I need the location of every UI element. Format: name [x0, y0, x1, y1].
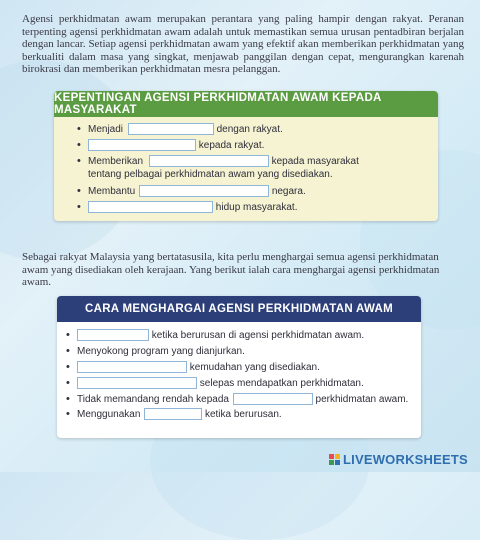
- list-item: [88, 155, 359, 181]
- item-text: ketika berurusan.: [204, 409, 282, 421]
- importance-title: KEPENTINGAN AGENSI PERKHIDMATAN AWAM KEPADA MASYARAKAT: [54, 91, 438, 117]
- logo-text: LIVEWORKSHEETS: [343, 452, 468, 467]
- liveworksheets-logo: [329, 452, 468, 467]
- item-text: Memberikan: [88, 156, 144, 168]
- logo-squares-icon: [329, 454, 340, 465]
- list-item: [77, 345, 408, 358]
- list-item: [77, 377, 408, 390]
- list-item: [88, 139, 359, 152]
- item-text: ketika berurusan di agensi perkhidmatan awam.: [151, 330, 365, 341]
- answer-blank[interactable]: [144, 408, 202, 420]
- item-text: negara.: [271, 185, 306, 197]
- appreciation-title: CARA MENGHARGAI AGENSI PERKHIDMATAN AWAM: [57, 296, 421, 322]
- appreciation-list: [77, 329, 408, 424]
- list-item: [77, 393, 408, 406]
- importance-list: [88, 123, 359, 217]
- answer-blank[interactable]: [128, 123, 214, 135]
- item-text: Tidak memandang rendah kepada: [77, 393, 229, 405]
- list-item: [88, 201, 359, 214]
- item-text: tentang pelbagai perkhidmatan awam yang disediakan.: [88, 169, 333, 181]
- answer-blank[interactable]: [149, 155, 269, 167]
- answer-blank[interactable]: [77, 377, 197, 389]
- answer-blank[interactable]: [139, 185, 269, 197]
- answer-blank[interactable]: [88, 139, 196, 151]
- item-text: kemudahan yang disediakan.: [189, 361, 320, 373]
- item-text: Menjadi: [88, 124, 124, 135]
- answer-blank[interactable]: [77, 361, 187, 373]
- item-text: Menyokong program yang dianjurkan.: [77, 345, 245, 357]
- item-text: Menggunakan: [77, 409, 141, 421]
- list-item: [77, 361, 408, 374]
- middle-paragraph: Sebagai rakyat Malaysia yang bertatasusila, kita perlu menghargai semua agensi perkhidmatan awam yang disediakan oleh kerajaan. Yang berikut ialah cara menghargai agensi perkhidmatan awam.: [22, 251, 440, 289]
- intro-paragraph: Agensi perkhidmatan awam merupakan perantara yang paling hampir dengan rakyat. Peranan terpenting agensi perkhidmatan awam adalah untuk memastikan semua urusan pentadbiran berjalan dengan lancar. Setiap agensi perkhidmatan awam yang efektif akan memberikan perkhidmatan yang berkualiti dalam masa yang singkat, menjawab panggilan dengan cepat, mengurangkan karenah birokrasi dan memberikan perkhidmatan mesra pelanggan.: [22, 13, 464, 76]
- item-text: kepada rakyat.: [198, 140, 265, 152]
- answer-blank[interactable]: [88, 201, 213, 213]
- list-item: [88, 185, 359, 198]
- item-text: selepas mendapatkan perkhidmatan.: [199, 377, 364, 389]
- item-text: perkhidmatan awam.: [315, 393, 409, 405]
- item-text: hidup masyarakat.: [215, 201, 298, 213]
- list-item: [77, 408, 408, 421]
- item-text: dengan rakyat.: [216, 124, 283, 135]
- list-item: [77, 329, 408, 342]
- answer-blank[interactable]: [77, 329, 149, 341]
- answer-blank[interactable]: [233, 393, 313, 405]
- item-text: kepada masyarakat: [271, 156, 359, 168]
- item-text: Membantu: [88, 185, 136, 197]
- appreciation-box: [57, 296, 421, 438]
- list-item: [88, 123, 359, 136]
- importance-box: [54, 91, 438, 221]
